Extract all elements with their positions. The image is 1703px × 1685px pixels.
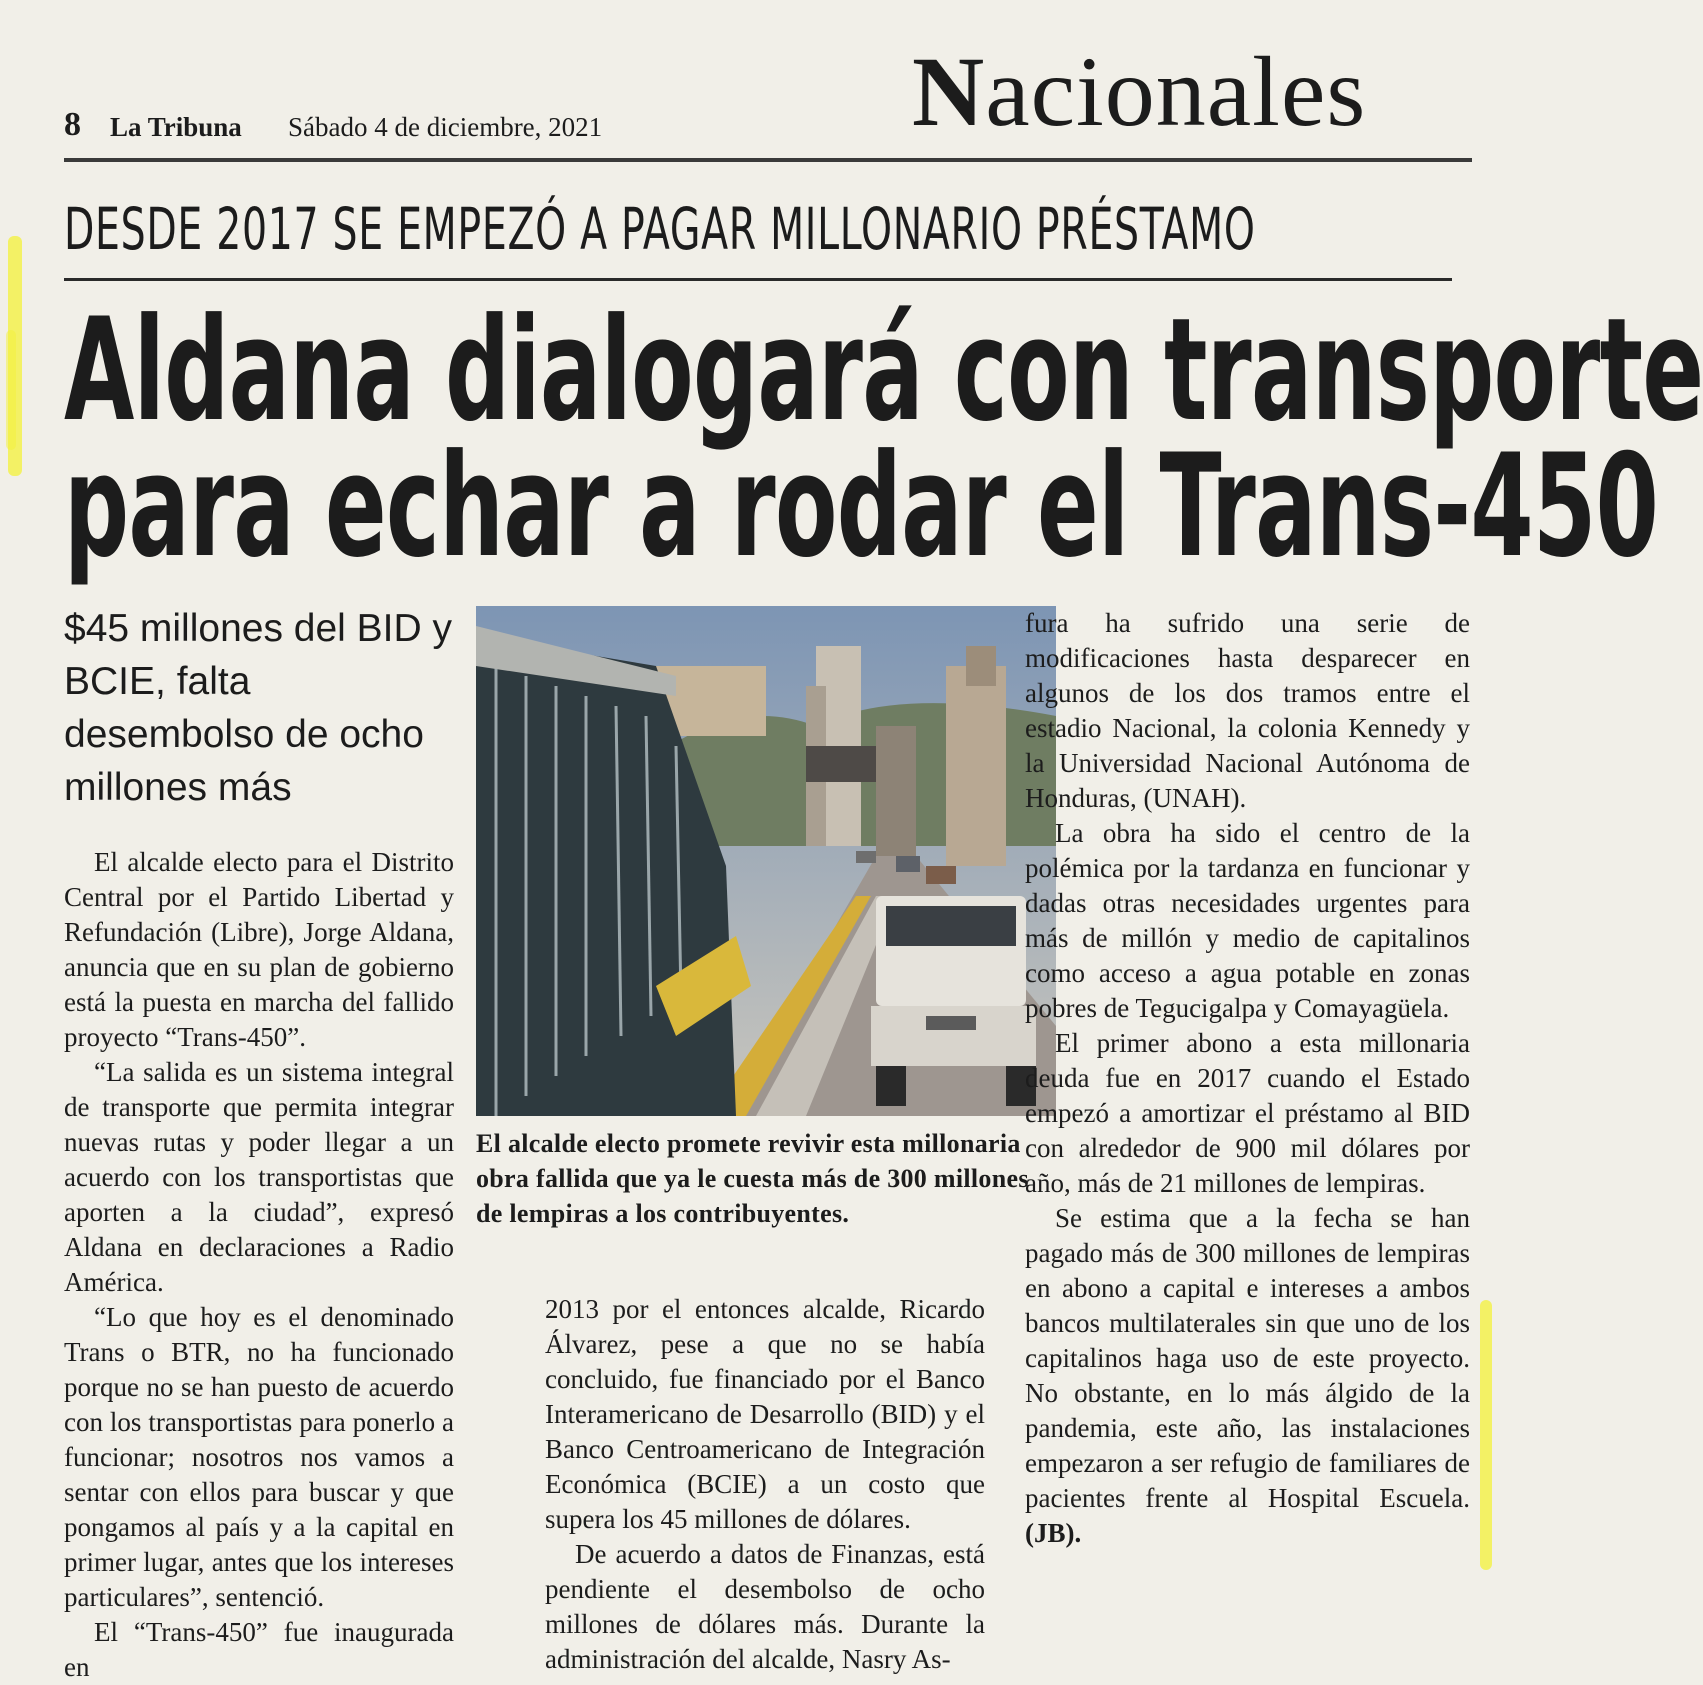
column-1-paragraph: El alcalde electo para el Distrito Central por el Partido Libertad y Refundación (Libre), Jorge Aldana, anuncia que en su plan de gobierno está la puesta en marcha del fallido proyecto “Trans-450”. — [64, 847, 454, 1052]
article-column-1 — [64, 845, 454, 1685]
photo-caption: El alcalde electo promete revivir esta millonaria obra fallida que ya le cuesta más de 300 millones de lempiras a los contribuyentes. — [476, 1129, 1029, 1228]
column-3-paragraph: La obra ha sido el centro de la polémica por la tardanza en funcionar y dadas otras necesidades urgentes para más de millón y medio de capitalinos como acceso a agua potable en zonas pobres de Tegucigalpa y Comayagüela. — [1025, 818, 1470, 1023]
page-number: 8 — [64, 106, 81, 143]
column-1-paragraph: El “Trans-450” fue inaugurada en — [64, 1617, 454, 1682]
section-title-rest: acionales — [985, 36, 1367, 147]
section-title — [912, 36, 1367, 147]
highlighter-mark-right — [1480, 1300, 1492, 1570]
column-2-paragraph: De acuerdo a datos de Finanzas, está pendiente el desembolso de ocho millones de dólares más. Durante la administración del alcalde, Nasry As- — [545, 1539, 985, 1674]
column-3-paragraph: fura ha sufrido una serie de modificaciones hasta desparecer en algunos de los dos tramos entre el estadio Nacional, la colonia Kennedy y la Universidad Nacional Autónoma de Honduras, (UNAH). — [1025, 608, 1470, 813]
column-1-paragraph: “Lo que hoy es el denominado Trans o BTR, no ha funcionado porque no se han puesto de acuerdo con los transportistas para ponerlo a funcionar; nosotros nos vamos a sentar con ellos para buscar y que pongamos al país y a la capital en primer lugar, antes que los intereses particulares”, sentenció. — [64, 1302, 454, 1612]
headline-line-2: para echar a rodar el Trans-450 — [64, 424, 1659, 589]
article-photo — [476, 606, 1056, 1116]
column-2-paragraph: 2013 por el entonces alcalde, Ricardo Álvarez, pese a que no se había concluido, fue financiado por el Banco Interamericano de Desarrollo (BID) y el Banco Centroamericano de Integración Económica (BCIE) a un costo que supera los 45 millones de dólares. — [545, 1294, 985, 1534]
kicker-rule — [64, 278, 1452, 281]
headline-line-1: Aldana dialogará con transporte — [64, 288, 1703, 453]
photo-street-scene — [476, 606, 1056, 1116]
article-column-2 — [545, 1292, 985, 1677]
article-column-3 — [1025, 606, 1470, 1551]
highlighter-mark-left-lower — [6, 330, 16, 450]
column-1-paragraph: “La salida es un sistema integral de transporte que permita integrar nuevas rutas y poder llegar a un acuerdo con los transportistas que aporten a la ciudad”, expresó Aldana en declaraciones a Radio América. — [64, 1057, 454, 1297]
column-3-paragraph: El primer abono a esta millonaria deuda fue en 2017 cuando el Estado empezó a amortizar el préstamo al BID con alrededor de 900 mil dólares por año, más de 21 millones de lempiras. — [1025, 1028, 1470, 1198]
kicker-headline: DESDE 2017 SE EMPEZÓ A PAGAR MILLONARIO PRÉSTAMO — [64, 195, 1256, 263]
column-3-final-text: Se estima que a la fecha se han pagado más de 300 millones de lempiras en abono a capital e intereses a ambos bancos multilaterales sin que uno de los capitalinos haga uso de este proyecto. No obstante, en lo más álgido de la pandemia, este año, las instalaciones empezaron a ser refugio de familiares de pacientes frente al Hospital Escuela. — [1025, 1203, 1470, 1513]
newspaper-name: La Tribuna — [110, 112, 242, 142]
byline-initials: (JB). — [1025, 1518, 1082, 1548]
header-rule — [64, 158, 1472, 162]
section-title-initial: N — [912, 36, 986, 147]
publication-date: Sábado 4 de diciembre, 2021 — [288, 112, 603, 142]
column-3-paragraph — [1025, 1201, 1470, 1551]
deck-subheadline: $45 millones del BID y BCIE, falta desembolso de ocho millones más — [64, 607, 453, 809]
